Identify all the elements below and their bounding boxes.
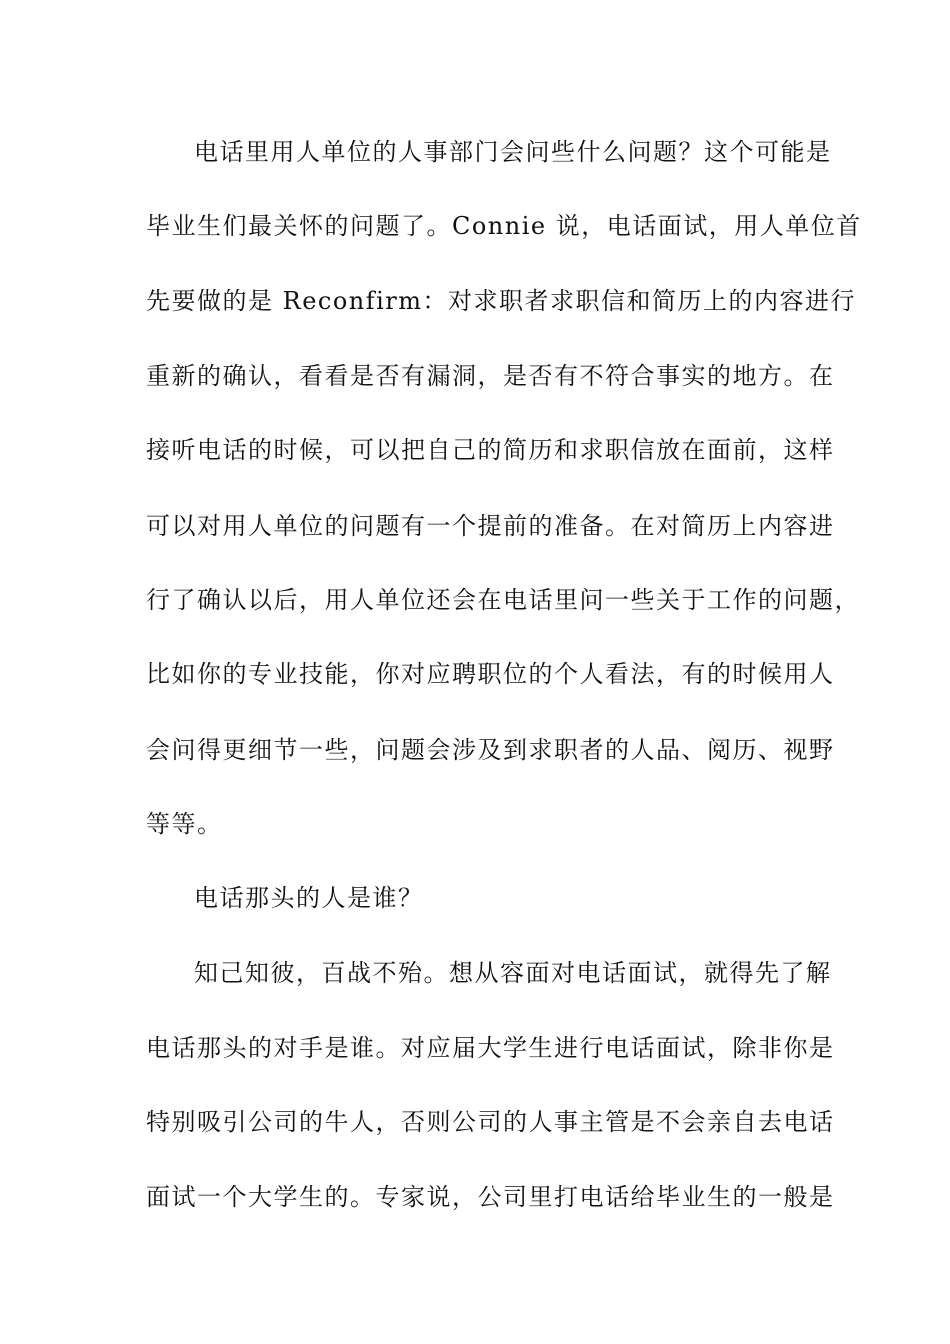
paragraph-1-line-3: 先要做的是 Reconfirm：对求职者求职信和简历上的内容进行 <box>146 287 857 315</box>
paragraph-1-line-9: 会问得更细节一些，问题会涉及到求职者的人品、阅历、视野 <box>146 736 835 764</box>
paragraph-1-line-1: 电话里用人单位的人事部门会问些什么问题？这个可能是 <box>194 138 832 166</box>
paragraph-1-line-2: 毕业生们最关怀的问题了。Connie 说，电话面试，用人单位首 <box>146 212 862 240</box>
paragraph-1-line-6: 可以对用人单位的问题有一个提前的准备。在对简历上内容进 <box>146 512 835 540</box>
paragraph-2-line-3: 特别吸引公司的牛人，否则公司的人事主管是不会亲自去电话 <box>146 1108 835 1136</box>
paragraph-1-line-5: 接听电话的时候，可以把自己的简历和求职信放在面前，这样 <box>146 436 835 464</box>
paragraph-2-line-2: 电话那头的对手是谁。对应届大学生进行电话面试，除非你是 <box>146 1034 835 1062</box>
paragraph-2-line-1: 知己知彼，百战不殆。想从容面对电话面试，就得先了解 <box>194 959 832 987</box>
paragraph-1-line-10: 等等。 <box>146 810 223 838</box>
paragraph-1-line-8: 比如你的专业技能，你对应聘职位的个人看法，有的时候用人 <box>146 660 835 688</box>
paragraph-1-line-4: 重新的确认，看看是否有漏洞，是否有不符合事实的地方。在 <box>146 362 835 390</box>
section-heading: 电话那头的人是谁？ <box>194 884 424 912</box>
paragraph-1-line-7: 行了确认以后，用人单位还会在电话里问一些关于工作的问题， <box>146 586 860 614</box>
paragraph-2-line-4: 面试一个大学生的。专家说，公司里打电话给毕业生的一般是 <box>146 1183 835 1211</box>
